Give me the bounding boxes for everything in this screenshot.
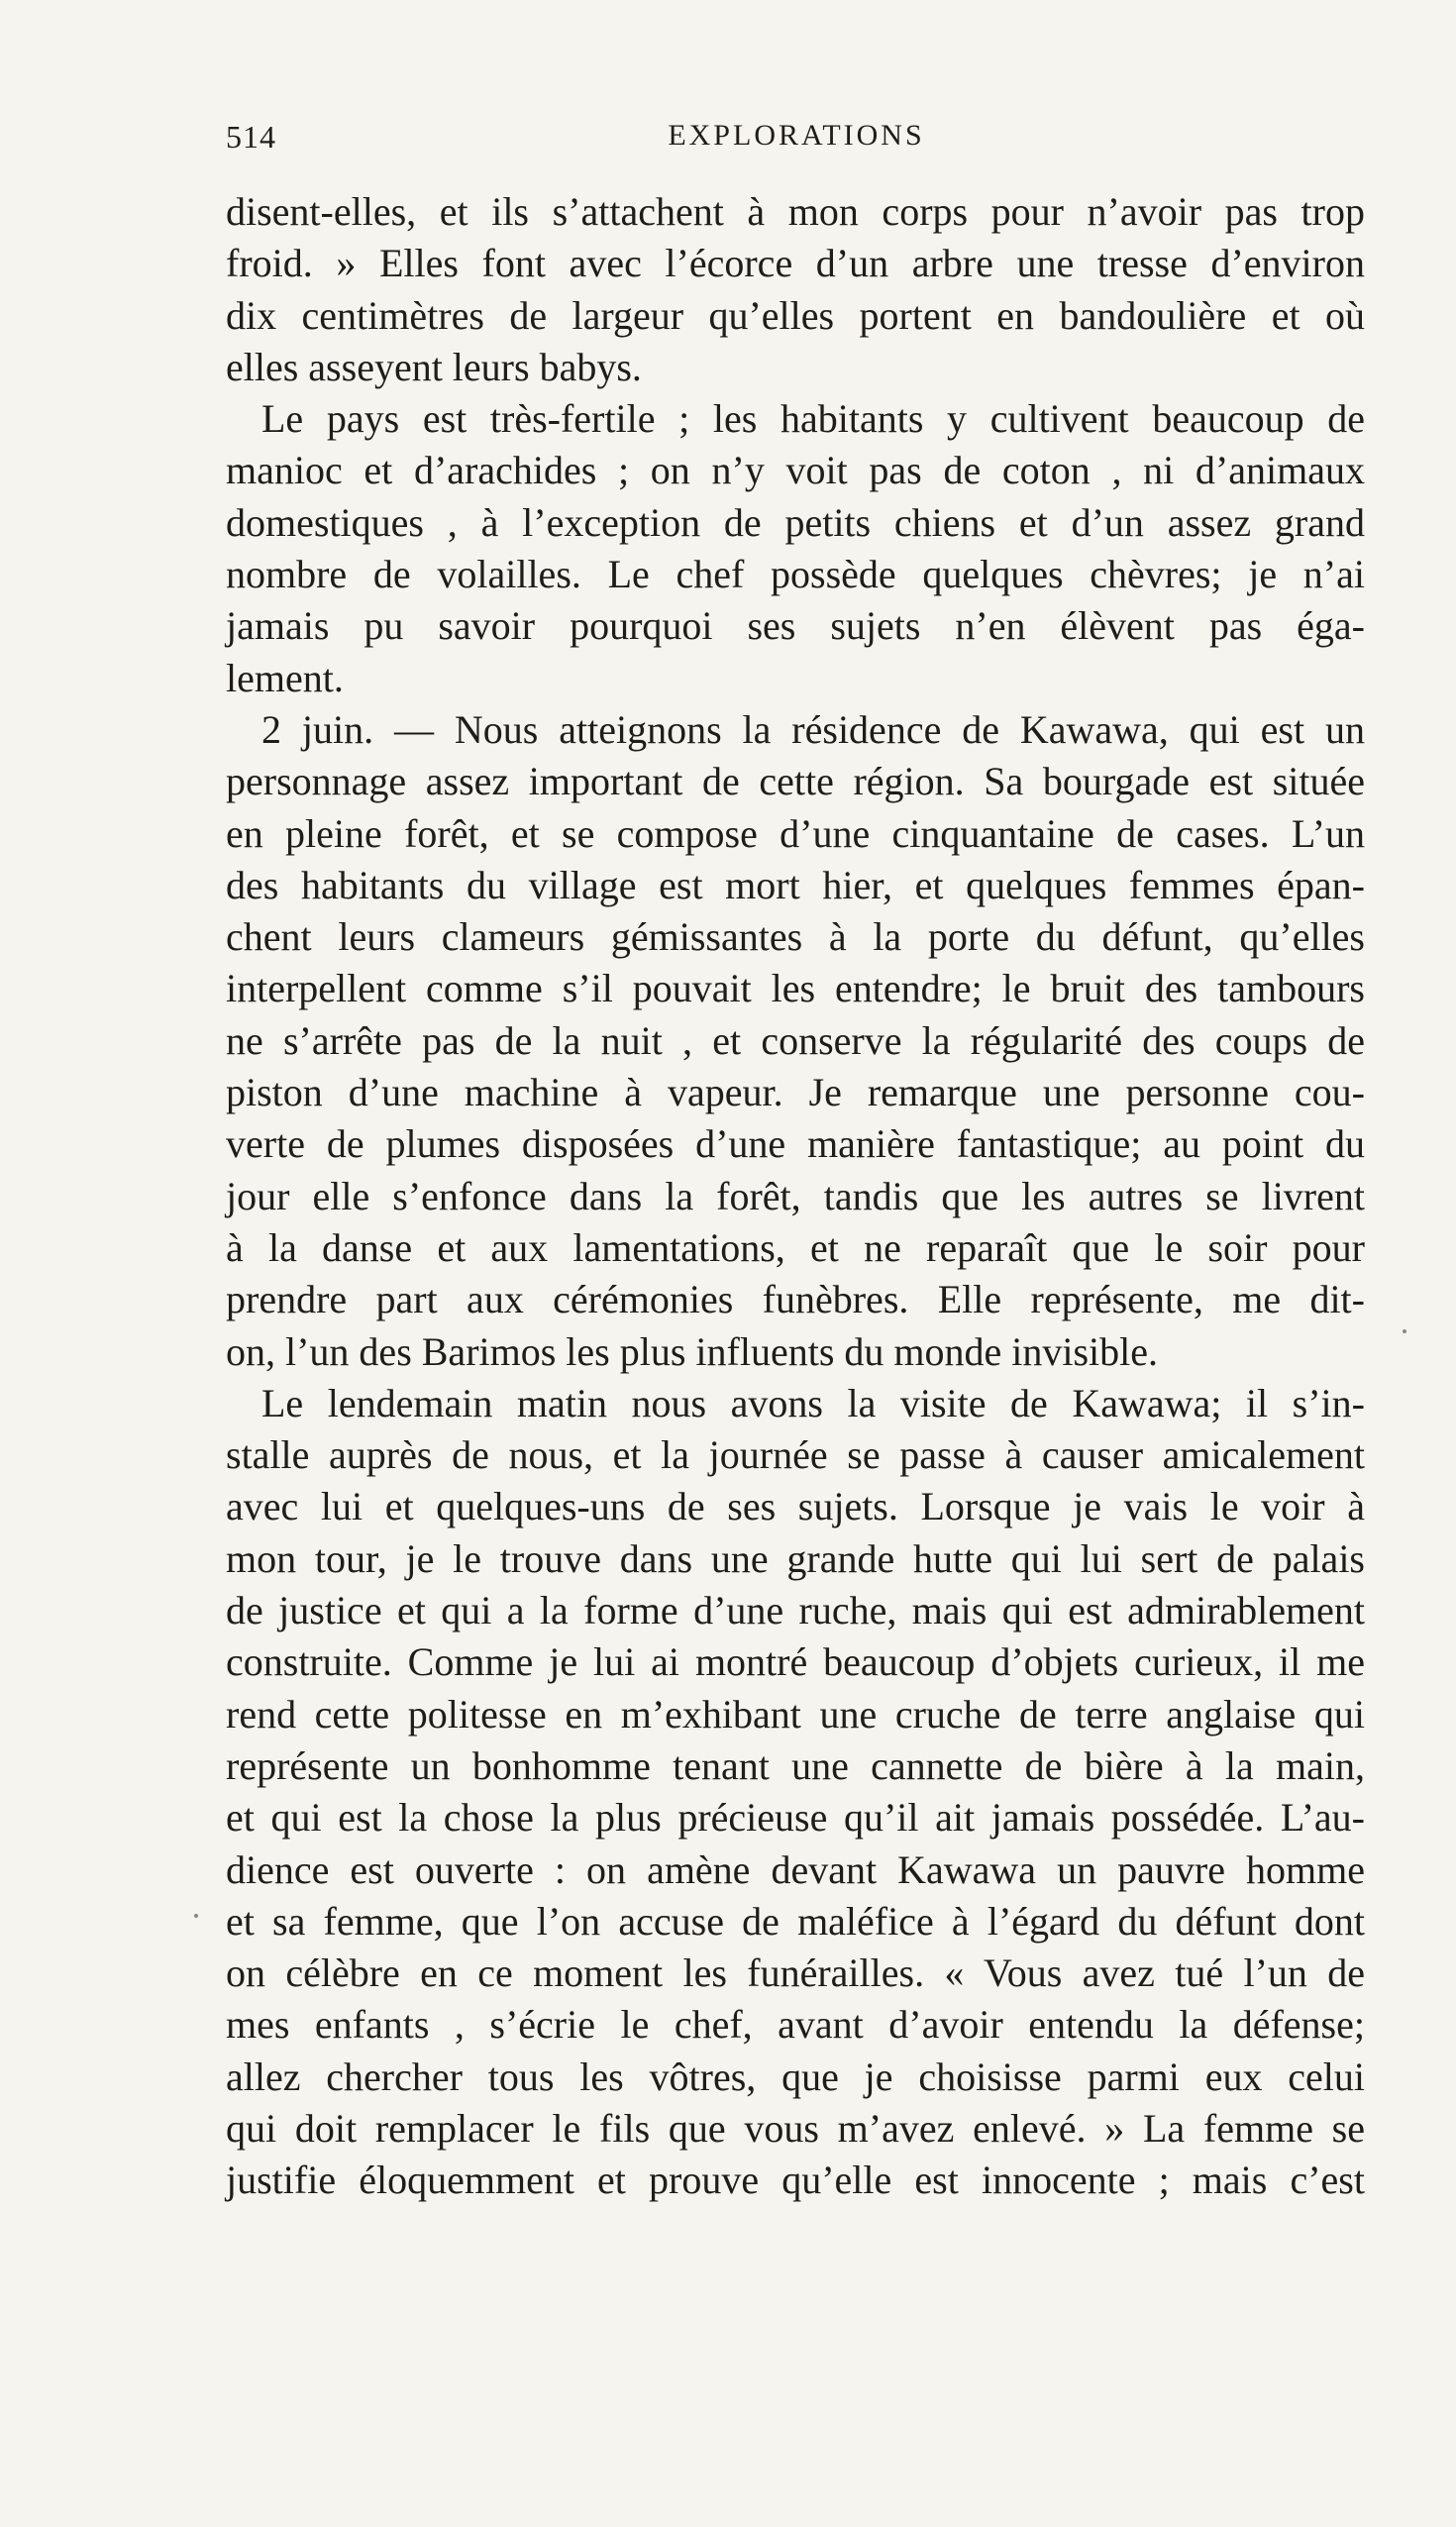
text-line: on célèbre en ce moment les funérailles. « Vous avez tué l’un de — [226, 1950, 1365, 1996]
text-line: nombre de volailles. Le chef possède quelques chèvres; je n’ai — [226, 552, 1365, 597]
text-line: piston d’une machine à vapeur. Je remarque une personne cou- — [226, 1070, 1365, 1115]
text-line: de justice et qui a la forme d’une ruche, mais qui est admirablement — [226, 1588, 1365, 1633]
text-line: Le pays est très-fertile ; les habitants y cultivent beaucoup de — [261, 396, 1365, 442]
text-line: manioc et d’arachides ; on n’y voit pas de coton , ni d’animaux — [226, 448, 1365, 493]
text-line: Le lendemain matin nous avons la visite de Kawawa; il s’in- — [261, 1380, 1365, 1425]
text-line: mon tour, je le trouve dans une grande hutte qui lui sert de palais — [226, 1535, 1365, 1581]
text-line: justifie éloquemment et prouve qu’elle est innocente ; mais c’est — [226, 2158, 1365, 2203]
running-title: EXPLORATIONS — [668, 119, 925, 152]
page-number: 514 — [226, 119, 276, 155]
text-line: elles asseyent leurs babys. — [226, 344, 642, 389]
text-line: stalle auprès de nous, et la journée se passe à causer amicalement — [226, 1432, 1365, 1478]
text-line: en pleine forêt, et se compose d’une cinquantaine de cases. L’un — [226, 810, 1365, 856]
text-line: et sa femme, que l’on accuse de maléfice à l’égard du défunt dont — [226, 1898, 1365, 1944]
text-line: mes enfants , s’écrie le chef, avant d’avoir entendu la défense; — [226, 2002, 1365, 2048]
text-line: jamais pu savoir pourquoi ses sujets n’en élèvent pas éga- — [226, 603, 1365, 649]
text-line: jour elle s’enfonce dans la forêt, tandis que les autres se livrent — [226, 1173, 1365, 1218]
text-line: 2 juin. — Nous atteignons la résidence de Kawawa, qui est un — [261, 706, 1365, 752]
text-line: qui doit remplacer le fils que vous m’avez enlevé. » La femme se — [226, 2105, 1365, 2151]
text-line: prendre part aux cérémonies funèbres. Elle représente, me dit- — [226, 1277, 1365, 1322]
text-line: ne s’arrête pas de la nuit , et conserve la régularité des coups de — [226, 1017, 1365, 1063]
text-line: domestiques , à l’exception de petits chiens et d’un assez grand — [226, 499, 1365, 545]
text-line: représente un bonhomme tenant une cannette de bière à la main, — [226, 1742, 1365, 1788]
text-line: lement. — [226, 655, 344, 700]
text-line: allez chercher tous les vôtres, que je choisisse parmi eux celui — [226, 2053, 1365, 2099]
body-text — [226, 186, 1365, 2207]
text-line: on, l’un des Barimos les plus influents du monde invisible. — [226, 1328, 1159, 1374]
text-line: à la danse et aux lamentations, et ne reparaît que le soir pour — [226, 1224, 1365, 1270]
text-line: verte de plumes disposées d’une manière fantastique; au point du — [226, 1121, 1365, 1167]
ink-speck — [1403, 1329, 1406, 1333]
page-header — [226, 119, 1367, 164]
text-line: personnage assez important de cette région. Sa bourgade est située — [226, 759, 1365, 804]
text-line: chent leurs clameurs gémissantes à la porte du défunt, qu’elles — [226, 914, 1365, 960]
text-line: rend cette politesse en m’exhibant une cruche de terre anglaise qui — [226, 1691, 1365, 1737]
ink-speck — [194, 1914, 198, 1918]
text-line: disent-elles, et ils s’attachent à mon corps pour n’avoir pas trop — [226, 189, 1365, 234]
text-line: froid. » Elles font avec l’écorce d’un arbre une tresse d’environ — [226, 241, 1365, 286]
text-line: dix centimètres de largeur qu’elles portent en bandoulière et où — [226, 292, 1365, 338]
text-line: des habitants du village est mort hier, et quelques femmes épan- — [226, 862, 1365, 907]
text-line: dience est ouverte : on amène devant Kawawa un pauvre homme — [226, 1846, 1365, 1892]
text-line: interpellent comme s’il pouvait les entendre; le bruit des tambours — [226, 966, 1365, 1011]
text-line: et qui est la chose la plus précieuse qu’il ait jamais possédée. L’au- — [226, 1795, 1365, 1841]
text-line: avec lui et quelques-uns de ses sujets. Lorsque je vais le voir à — [226, 1484, 1365, 1529]
text-line: construite. Comme je lui ai montré beaucoup d’objets curieux, il me — [226, 1639, 1365, 1685]
